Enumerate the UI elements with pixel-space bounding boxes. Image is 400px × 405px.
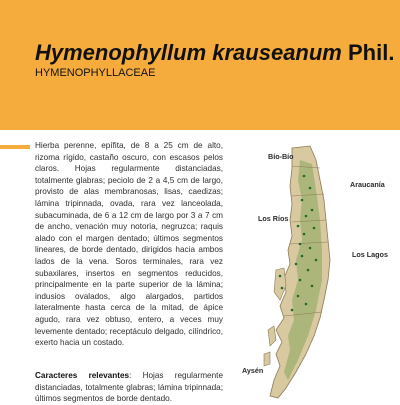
family-name: HYMENOPHYLLACEAE — [35, 67, 156, 79]
map-island — [264, 352, 270, 366]
region-label-los-lagos: Los Lagos — [352, 250, 388, 259]
species-title — [35, 40, 394, 66]
record-dot — [297, 225, 300, 228]
record-dot — [279, 275, 282, 278]
map-island — [268, 326, 276, 346]
region-label-aysen: Aysén — [242, 366, 264, 375]
species-author: Phil. — [348, 40, 395, 65]
record-dot — [309, 187, 312, 190]
record-dot — [299, 279, 302, 282]
record-dot — [305, 303, 308, 306]
record-dot — [313, 227, 316, 230]
region-label-araucania: Araucanía — [350, 180, 385, 189]
record-dot — [315, 259, 318, 262]
section-marker — [0, 145, 30, 149]
record-dot — [301, 255, 304, 258]
record-dot — [311, 209, 314, 212]
relevant-characters-heading: Caracteres relevantes — [35, 371, 130, 380]
region-label-los-rios: Los Ríos — [258, 214, 289, 223]
record-dot — [281, 287, 284, 290]
species-latin-name: Hymenophyllum krauseanum — [35, 40, 342, 65]
record-dot — [295, 263, 298, 266]
record-dot — [291, 309, 294, 312]
record-dot — [311, 285, 314, 288]
distribution-map — [240, 140, 400, 400]
species-description: Hierba perenne, epífita, de 8 a 25 cm de alto, rizoma rígido, castaño oscuro, con escasos pelos claros. Hojas regularmente distanciadas, totalmente glabras; peciolo de 2 a 4,5 cm de largo, provisto de alas membranosas, lisas, caedizas; lámina tripinnada, ovada, rara vez lanceolada, subacuminada, de 6 a 12 cm de largo por 3 a 7 cm de ancho, venación muy notoria, negruzca; raquis alado con el margen dentado; últimos segmentos lineares, de borde dentado, dirigidos hacia ambos lados de la vena. Soros terminales, rara vez subaxilares, insertos en segmentos reducidos, principalmente en la parte superior de la lámina; indusios ovalados, algo alargados, partidos lateralmente hasta cerca de la mitad, de ápice agudo, rara vez obtuso, entero, a veces muy levemente dentado; receptáculo delgado, cilíndrico, exerto hacia un costado. — [35, 141, 223, 348]
record-dot — [307, 269, 310, 272]
distribution-map-graphic — [240, 140, 400, 400]
record-dot — [309, 247, 312, 250]
record-dot — [305, 215, 308, 218]
region-label-biobio: Bío-Bío — [268, 152, 294, 161]
record-dot — [301, 199, 304, 202]
record-dot — [303, 233, 306, 236]
record-dot — [297, 295, 300, 298]
record-dot — [299, 243, 302, 246]
relevant-characters-text: : Hojas regularmente distanciadas, totalmente glabras; lámina tripinnada; últimos segmentos de borde dentado. — [35, 371, 223, 404]
record-dot — [303, 175, 306, 178]
